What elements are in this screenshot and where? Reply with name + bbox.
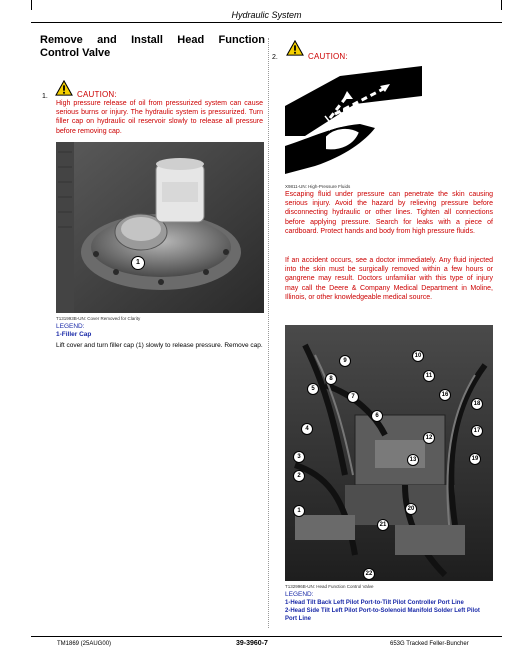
warning-icon [55, 80, 73, 96]
callout-21: 21 [377, 519, 389, 531]
footer-rule [31, 636, 502, 637]
legend-heading: LEGEND: [56, 323, 85, 330]
instruction-text: Lift cover and turn filler cap (1) slowly to release pressure. Remove cap. [56, 342, 263, 349]
callout-11: 11 [423, 370, 435, 382]
page-number: 39-3960-7 [236, 640, 268, 647]
footer-doc-id: TM1869 (25AUG00) [57, 641, 112, 647]
title-line-1: Remove and Install Head Function [40, 34, 265, 46]
callout-22: 22 [363, 568, 375, 580]
medical-text: If an accident occurs, see a doctor immediately. Any fluid injected into the skin must be surgically removed within a few hours or gangrene may result. Doctors unfamiliar with this type of injury may call the Deere & Company Medical Department in Moline, Illinois, or other knowledgeable medical source. [285, 257, 493, 301]
legend-item: 1-Head Tilt Back Left Pilot Port-to-Tilt Pilot Controller Port Line [285, 600, 464, 606]
footer-machine: 653G Tracked Feller-Buncher [390, 641, 469, 647]
fluid-figure-caption: X9811-UN: High-Pressure Fluids [285, 184, 351, 189]
callout-16: 16 [439, 389, 451, 401]
pressure-caution-text: Escaping fluid under pressure can penetrate the skin causing serious injury. Avoid the hazard by relieving pressure before disconnecting hydraulic or other lines. Tighten all connections before applying pressure. Search for leaks with a piece of cardboard. Protect hands and body from high pressure fluids. [285, 191, 493, 235]
callout-8: 8 [325, 373, 337, 385]
filler-cap-photo [56, 142, 264, 313]
section-header: Hydraulic System [231, 10, 302, 20]
legend-item: 2-Head Side Tilt Left Pilot Port-to-Solenoid Manifold Solder Left Pilot [285, 608, 480, 614]
high-pressure-fluid-illustration [285, 66, 422, 182]
callout-1: 1 [293, 505, 305, 517]
callout-6: 6 [371, 410, 383, 422]
caution-text: High pressure release of oil from pressurized system can cause serious burns or injury. The hydraulic system is pressurized. Turn filler cap on hydraulic oil reservoir slowly to release all pressure before removing cap. [56, 100, 263, 135]
callout-3: 3 [293, 451, 305, 463]
callout-13: 13 [407, 454, 419, 466]
figure-caption: T131993B-UN: Cover Removed for Clarity [56, 316, 141, 321]
legend-heading: LEGEND: [285, 591, 314, 598]
callout-5: 5 [307, 383, 319, 395]
step-number-2: 2. [272, 54, 278, 61]
callout-20: 20 [405, 503, 417, 515]
header-rule [31, 22, 502, 23]
legend-item: Port Line [285, 616, 312, 622]
column-divider [268, 38, 269, 628]
control-valve-photo [285, 325, 493, 581]
callout-12: 12 [423, 432, 435, 444]
callout-9: 9 [339, 355, 351, 367]
callout-1: 1 [131, 256, 145, 270]
callout-19: 19 [469, 453, 481, 465]
page-title [40, 34, 265, 60]
valve-figure-caption: T132996B-UN: Head Function Control Valve [285, 584, 374, 589]
callout-2: 2 [293, 470, 305, 482]
caution-label: CAUTION: [308, 52, 348, 61]
legend-item: 1-Filler Cap [56, 331, 92, 338]
warning-icon [286, 40, 304, 56]
callout-4: 4 [301, 423, 313, 435]
title-line-2: Control Valve [40, 47, 111, 59]
step-number-1: 1. [42, 93, 48, 100]
caution-label: CAUTION: [77, 90, 117, 99]
header-frame [31, 0, 502, 10]
callout-17: 17 [471, 425, 483, 437]
callout-18: 18 [471, 398, 483, 410]
callout-7: 7 [347, 391, 359, 403]
callout-10: 10 [412, 350, 424, 362]
